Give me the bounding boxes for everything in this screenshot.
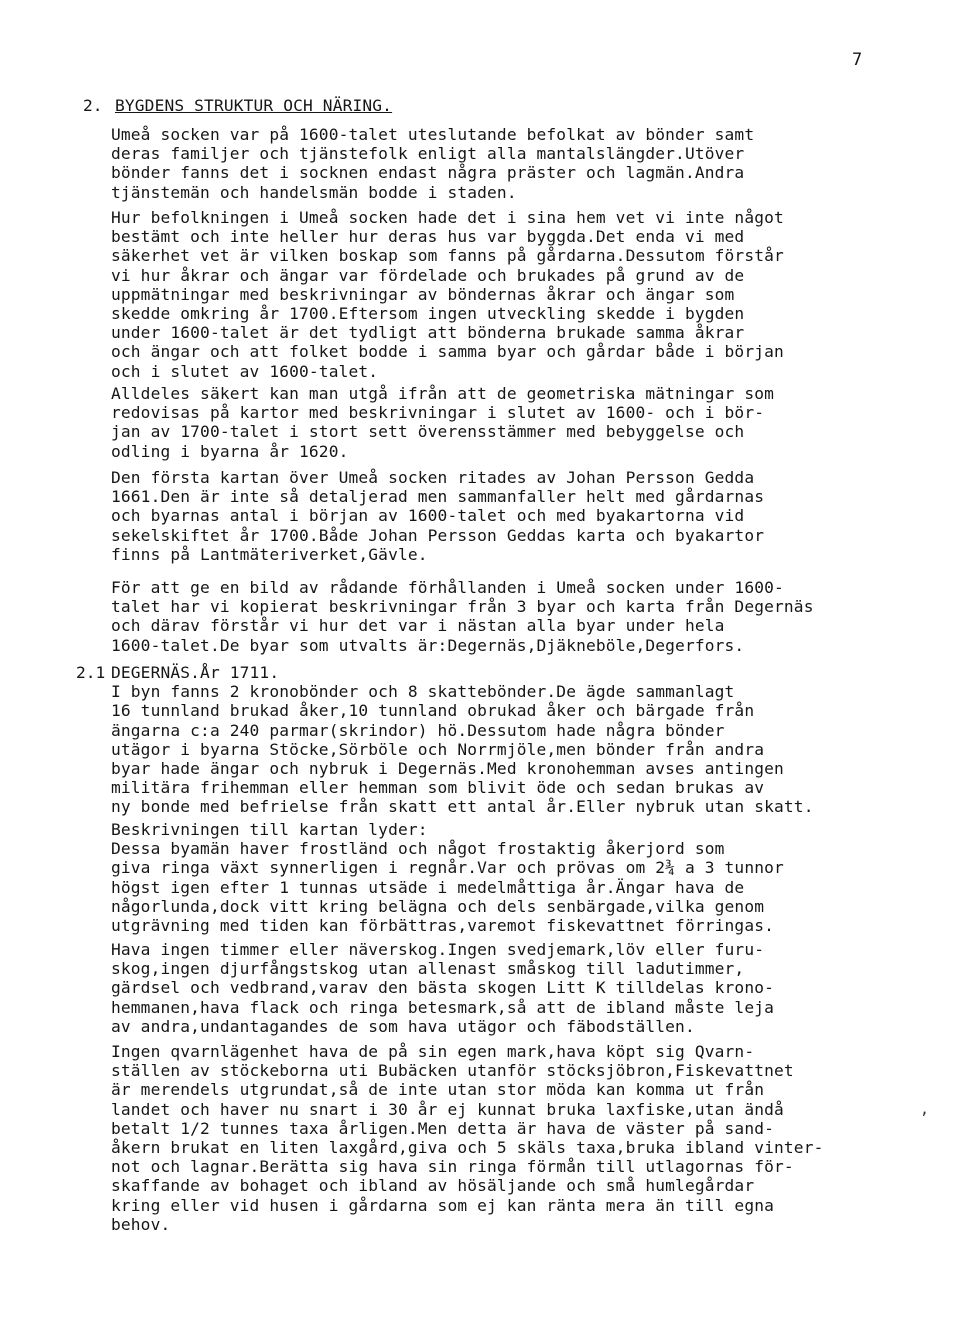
text-line: är merendels utgrundat,så de inte utan stor möda kan komma ut från: [111, 1080, 765, 1100]
text-line: någorlunda,dock vitt kring belägna och dels senbärgade,vilka genom: [111, 896, 765, 916]
margin-mark: ,: [920, 1100, 930, 1118]
text-line: utägor i byarna Stöcke,Sörböle och Norrmjöle,men bönder från andra: [111, 739, 765, 759]
text-line: kring eller vid husen i gårdarna som ej kan ränta mera än till egna: [111, 1195, 775, 1215]
text-line: skedde omkring år 1700.Eftersom ingen utveckling skedde i bygden: [111, 304, 745, 323]
text-line: Hava ingen timmer eller näverskog.Ingen svedjemark,löv eller furu-: [111, 940, 765, 959]
text-line: För att ge en bild av rådande förhållanden i Umeå socken under 1600-: [111, 578, 784, 597]
section-title: BYGDENS STRUKTUR OCH NÄRING.: [115, 96, 393, 115]
text-line: vi hur åkrar och ängar var fördelade och brukades på grund av de: [111, 265, 745, 285]
text-line: skog,ingen djurfångstskog utan allenast småskog till ladutimmer,: [111, 959, 745, 979]
text-line: Beskrivningen till kartan lyder:: [111, 820, 428, 839]
text-line: och ängar och att folket bodde i samma byar och gårdar både i början: [111, 342, 784, 362]
text-line: Ingen qvarnlägenhet hava de på sin egen mark,hava köpt sig Qvarn-: [111, 1042, 755, 1061]
text-line: sekelskiftet år 1700.Både Johan Persson Geddas karta och byakartor: [111, 525, 765, 545]
text-line: under 1600-talet är det tydligt att bönderna brukade samma åkrar: [111, 323, 745, 343]
text-line: Dessa byamän haver frostländ och något frostaktig åkerjord som: [111, 839, 725, 859]
text-line: Alldeles säkert kan man utgå ifrån att de geometriska mätningar som: [111, 384, 775, 403]
text-line: 1661.Den är inte så detaljerad men sammanfaller helt med gårdarnas: [111, 487, 765, 507]
text-line: ställen av stöckeborna uti Bubäcken utanför stöcksjöbron,Fiskevattnet: [111, 1061, 794, 1081]
text-line: jan av 1700-talet i stort sett överensstämmer med bebyggelse och: [111, 422, 745, 442]
text-line: 1600-talet.De byar som utvalts är:Degernäs,Djäkneböle,Degerfors.: [111, 635, 745, 655]
text-line: byar hade ängar och nybruk i Degernäs.Med kronohemman avses antingen: [111, 759, 784, 778]
text-line: och i slutet av 1600-talet.: [111, 361, 379, 381]
text-line: deras familjer och tjänstefolk enligt alla mantalslängder.Utöver: [111, 144, 745, 164]
text-line: uppmätningar med beskrivningar av böndernas åkrar och ängar som: [111, 284, 735, 304]
text-line: behov.: [111, 1214, 171, 1234]
text-line: giva ringa växt synnerligen i regnår.Var och prövas om 2¾ a 3 tunnor: [111, 858, 784, 878]
text-line: betalt 1/2 tunnes taxa årligen.Men detta är hava de väster på sand-: [111, 1118, 775, 1138]
text-line: hemmanen,hava flack och ringa betesmark,så att de ibland måste leja: [111, 997, 775, 1017]
text-line: och byarnas antal i början av 1600-talet och med byakartorna vid: [111, 506, 745, 526]
text-line: ängarna c:a 240 parmar(skrindor) hö.Dessutom hade några bönder: [111, 720, 725, 740]
text-line: tjänstemän och handelsmän bodde i staden.: [111, 182, 517, 202]
text-line: 16 tunnland brukad åker,10 tunnland obrukad åker och bärgade från: [111, 701, 755, 721]
text-line: högst igen efter 1 tunnas utsäde i medelmåttiga år.Ängar hava de: [111, 877, 745, 897]
text-line: Den första kartan över Umeå socken ritades av Johan Persson Gedda: [111, 468, 755, 487]
text-line: DEGERNÄS.År 1711.: [111, 663, 280, 682]
text-line: Umeå socken var på 1600-talet uteslutande befolkat av bönder samt: [111, 125, 755, 144]
text-line: finns på Lantmäteriverket,Gävle.: [111, 544, 428, 564]
text-line: not och lagnar.Berätta sig hava sin ringa förmån till utlagornas för-: [111, 1157, 794, 1177]
text-line: skaffande av bohaget och ibland av hösäljande och små humlegårdar: [111, 1176, 755, 1196]
text-line: militära frihemman eller hemman som blivit öde och sedan brukas av: [111, 778, 765, 798]
subsection-number: 2.1: [76, 663, 106, 682]
text-line: åkern brukat en liten laxgård,giva och 5 skäls taxa,bruka ibland vinter-: [111, 1138, 824, 1157]
text-line: och därav förstår vi hur det var i nästan alla byar under hela: [111, 616, 725, 636]
text-line: I byn fanns 2 kronobönder och 8 skattebönder.De ägde sammanlagt: [111, 682, 735, 702]
text-line: utgrävning med tiden kan förbättras,varemot fiskevattnet förringas.: [111, 916, 775, 935]
text-line: redovisas på kartor med beskrivningar i slutet av 1600- och i bör-: [111, 403, 765, 423]
text-line: av andra,undantagandes de som hava utägor och fäbodställen.: [111, 1016, 695, 1036]
text-line: odling i byarna år 1620.: [111, 441, 349, 461]
text-line: bestämt och inte heller hur deras hus var byggda.Det enda vi med: [111, 227, 745, 247]
text-line: ny bonde med befrielse från skatt ett antal år.Eller nybruk utan skatt.: [111, 797, 814, 817]
text-line: Hur befolkningen i Umeå socken hade det i sina hem vet vi inte något: [111, 208, 784, 227]
text-line: talet har vi kopierat beskrivningar från 3 byar och karta från Degernäs: [111, 597, 814, 617]
text-line: bönder fanns det i socknen endast några präster och lagmän.Andra: [111, 163, 745, 183]
text-line: landet och haver nu snart i 30 år ej kunnat bruka laxfiske,utan ändå: [111, 1099, 784, 1119]
section-number: 2.: [83, 96, 103, 115]
page-number: 7: [852, 50, 863, 70]
text-line: gärdsel och vedbrand,varav den bästa skogen Litt K tilldelas krono-: [111, 978, 775, 998]
text-line: säkerhet vet är vilken boskap som fanns på gårdarna.Dessutom förstår: [111, 246, 784, 266]
